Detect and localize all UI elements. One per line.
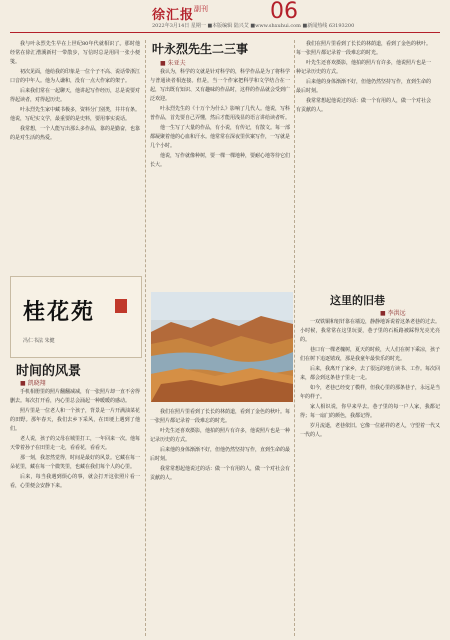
paragraph: 巷口有一棵老槐树，夏天的时候，大人们在树下乘凉，孩子们在树下追逐嬉戏，那是我童年最快乐的时光。 <box>300 347 440 362</box>
paragraph: 初次见面，他给我的印象是一位个子不高、说话带浙江口音的中年人。他为人谦和，没有一点大作家的架子。 <box>10 69 140 84</box>
article-left-text <box>10 388 140 636</box>
article-title-ye-yonglie: 叶永烈先生二三事 <box>152 42 249 56</box>
article-author: ■ 凯晓翔 <box>20 380 46 387</box>
paragraph: 后来，我离开了家乡，去了很远的地方读书、工作。每次回来，都会到这条巷子里走一走。 <box>300 366 440 381</box>
paragraph: 如今，老巷已经变了模样，但我心里的那条巷子，永远是当年的样子。 <box>300 385 440 400</box>
article-right-block <box>300 292 440 636</box>
paragraph: 我常常想起他说过的话：做一个有用的人，做一个对社会有贡献的人。 <box>296 98 431 113</box>
page-number: 06 <box>270 0 298 24</box>
paragraph: 我们在照片里看到了长长的林荫道，看到了金色的秋叶。每一张照片都记录着一段难忘的时光。 <box>296 41 431 56</box>
paragraph: 他一生写了大量的作品，有小说，有传记，有散文。每一部都凝聚着他的心血和汗水。他常常在深夜里伏案写作，一写就是几个小时。 <box>150 125 290 149</box>
paragraph: 我与叶永烈先生早在上世纪80年代就相识了。那时他经常在徐汇漕溪新村一带散步，写信时总是用同一张小便笺。 <box>10 41 140 65</box>
paragraph: 后来，每当我遇到烦心的事，就会打开这张照片看一看，心里便会安静下来。 <box>10 474 140 489</box>
paragraph: 后来他的身体渐渐不好，但他仍然坚持写作，直到生命的最后时刻。 <box>296 79 431 94</box>
paragraph: 我认为，科学的文就是针对科学的，科学作品是为了将科学与普通读者相连接。但是，当一个作家把科学和文学结合在一起，写出既有知识、又有趣味的作品时，这样的作品就会受到广泛欢迎。 <box>150 69 290 102</box>
column-divider <box>145 40 146 636</box>
paragraph: 一双铁铜和铝钎靠在墙边，静静地诉说着这条老巷的过去。小时候，我常常在这里玩耍，巷子里的石板路被踩得光亮光亮的。 <box>300 319 440 343</box>
paragraph: 他说，写作就像种树，要一棵一棵地种，要耐心地等待它们长大。 <box>150 153 290 168</box>
article-title-time-scenery: 时间的风景 <box>16 364 82 379</box>
article-title-old-alley-main: 这里的旧巷 <box>330 294 385 307</box>
article-mid-bottom-text <box>150 408 290 636</box>
section-label: 副刊 <box>194 5 208 13</box>
column-divider <box>294 40 295 288</box>
paragraph: 后来我们常在一起聊天，他讲起写作经历，总是说要对得起读者，对得起历史。 <box>10 88 140 103</box>
landscape-photo <box>151 292 293 402</box>
paragraph: 叶先生还喜欢摄影，他拍的照片有许多，他说照片也是一种记录历史的方式。 <box>296 60 431 75</box>
article-right-text <box>300 318 440 636</box>
article-mid-text-b <box>296 40 431 288</box>
article-mid-text-a <box>150 68 290 288</box>
paragraph: 岁月流逝，老巷依旧。它像一位慈祥的老人，守望着一代又一代的人。 <box>300 423 440 438</box>
paragraph: 我常常想起他说过的话：做一个有用的人，做一个对社会有贡献的人。 <box>150 466 290 481</box>
paragraph: 手机相册里的照片翻翻减减，有一张照片却一直不舍得删去。每次打开看，内心里总会涌起一种暖暖的感动。 <box>10 389 140 404</box>
paragraph: 老人说，孩子的父母在城里打工，一年回来一次。他每天带着孙子在田里走一走，看看花，看看天。 <box>10 436 140 451</box>
paragraph: 那一刻，我忽然觉得，时间是最好的风景。它藏在每一朵花里，藏在每一个微笑里，也藏在我们每个人的心里。 <box>10 455 140 470</box>
paragraph: 家人相识说，你早来早去。巷子里的每一户人家，我都记得；每一扇门的颜色，我都记得。 <box>300 404 440 419</box>
seal-stamp-icon <box>115 299 127 313</box>
paragraph: 叶先生还喜欢摄影，他拍的照片有许多，他说照片也是一种记录历史的方式。 <box>150 428 290 443</box>
paragraph: 我们在照片里看到了长长的林荫道，看到了金色的秋叶。每一张照片都记录着一段难忘的时光。 <box>150 409 290 424</box>
column-divider <box>294 290 295 636</box>
article-author: ■ 朱亚夫 <box>160 60 186 67</box>
calligraphy-signature: 冯仁书法 朱健 <box>23 338 55 344</box>
paragraph: 叶永烈先生的《十万个为什么》影响了几代人。他说，写科普作品，首先要自己弄懂，然后才能用浅显的语言讲给读者听。 <box>150 106 290 121</box>
masthead: 徐汇报 <box>152 8 195 23</box>
paragraph: 照片里是一位老人和一个孩子，背景是一片开满油菜花的田野。那年春天，我们去乡下采风，在田埂上遇到了他们。 <box>10 408 140 432</box>
column-1-text <box>10 40 140 272</box>
calligraphy-artwork <box>10 276 142 358</box>
paragraph: 后来他的身体渐渐不好，但他仍然坚持写作，直到生命的最后时刻。 <box>150 447 290 462</box>
paragraph: 我常想，一个人能写出那么多作品，靠的是勤奋，也靠的是对生活的热爱。 <box>10 126 140 141</box>
article-author: ■ 李洪远 <box>380 310 406 317</box>
paragraph: 叶永烈先生家中藏书极多，资料分门别类，井井有条。他说，写纪实文学，最重要的是史料，要用事实说话。 <box>10 107 140 122</box>
calligraphy-text: 桂花苑 <box>23 299 96 325</box>
header-rule <box>10 32 440 33</box>
issue-line: 2022年3月14日 星期一 ■本版编辑 陆兴艾 ■www.shxuhui.com ■新闻热线 63193200 <box>152 23 355 29</box>
